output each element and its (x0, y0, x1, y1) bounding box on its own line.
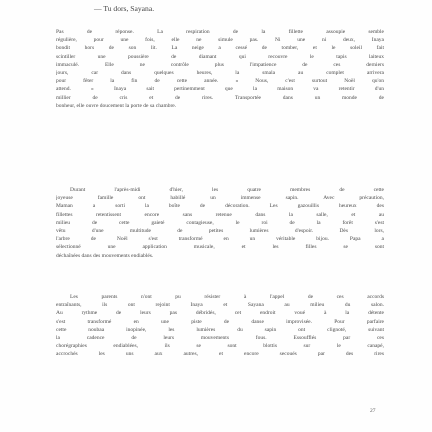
paragraph (56, 28, 384, 110)
text-line: l'arbre de Noël s'est transformé en un véritable bijou. Papa a (56, 236, 384, 243)
text-line: fillettes retentissent encore sans retenue dans la salle, et au (56, 211, 384, 218)
dialogue-line: — Tu dors, Sayana. (94, 4, 155, 13)
page-number: 27 (370, 408, 376, 414)
text-line: immaculé. Elle ne contrôle plus l'impatience de ces derniers (56, 61, 384, 68)
text-line: accrochés les uns aux autres, et encore secoués par des rires (56, 351, 384, 358)
text-line: Durant l'après-midi d'hier, les quatre membres de cette (70, 187, 384, 193)
text-line: sélectionné une application musicale, et les filles se sont (56, 244, 384, 251)
text-line: bonheur, elle ouvre doucement la porte de sa chambre. (56, 102, 177, 109)
text-line: s'est transformé en une piste de danse improvisée. Pour parfaire (56, 318, 384, 325)
text-line: scintiller une poussière de diamant qui recouvre le tapis laiteux (56, 53, 384, 60)
text-line: jours, car dans quelques heures, la smala au complet arrivera (56, 69, 384, 76)
text-line: entraînants, ils ont rejoint Inaya et Sayana au milieu du salon. (56, 302, 384, 309)
paragraph (56, 186, 384, 260)
text-line: Maman a sorti la boîte de décoration. Les gazouillis heureux des (56, 203, 384, 210)
text-line: bondit hors de son lit. La neige a cessé de tomber, et le soleil fait (56, 45, 384, 52)
text-line: chorégraphies endiablées, ils se sont blottis sur le canapé, (56, 343, 384, 350)
text-line: Les parents n'ont pu résister à l'appel de ces accords (70, 294, 384, 300)
text-line: Pas de réponse. La respiration de la fillette assoupie semble (56, 29, 384, 35)
text-line: déchaînées dans des mouvements endiablés. (56, 252, 154, 259)
text-line: millier de cris et de rires. Transportée dans un monde de (56, 94, 384, 101)
paragraph (56, 293, 384, 359)
text-line: pour fêter la fin de cette année. « Nous, c'est surtout Noël qu'on (56, 78, 384, 85)
text-line: milieu de cette gaieté contagieuse, le roi de la forêt s'est (56, 219, 384, 226)
text-line: cette noubaa inopinée, les lumières du sapin ont clignoté, suivant (56, 326, 384, 333)
text-line: joyeuse famille ont habillé un immense sapin. Avec précaution, (56, 195, 384, 202)
text-line: Au rythme de leurs pas débridés, cet endroit voué à la détente (56, 310, 384, 317)
text-line: attend. » Inaya sait pertinemment que la maison va retentir d'un (56, 86, 384, 93)
text-line: vêtu d'une multitude de petites lumières d'espoir. Dès lors, (56, 227, 384, 234)
text-line: la cadence de leurs mouvements fous. Essoufflés par ces (56, 334, 384, 341)
text-line: régulière, pour une fois, elle ne simule pas. Ni une ni deux, Inaya (56, 37, 384, 44)
